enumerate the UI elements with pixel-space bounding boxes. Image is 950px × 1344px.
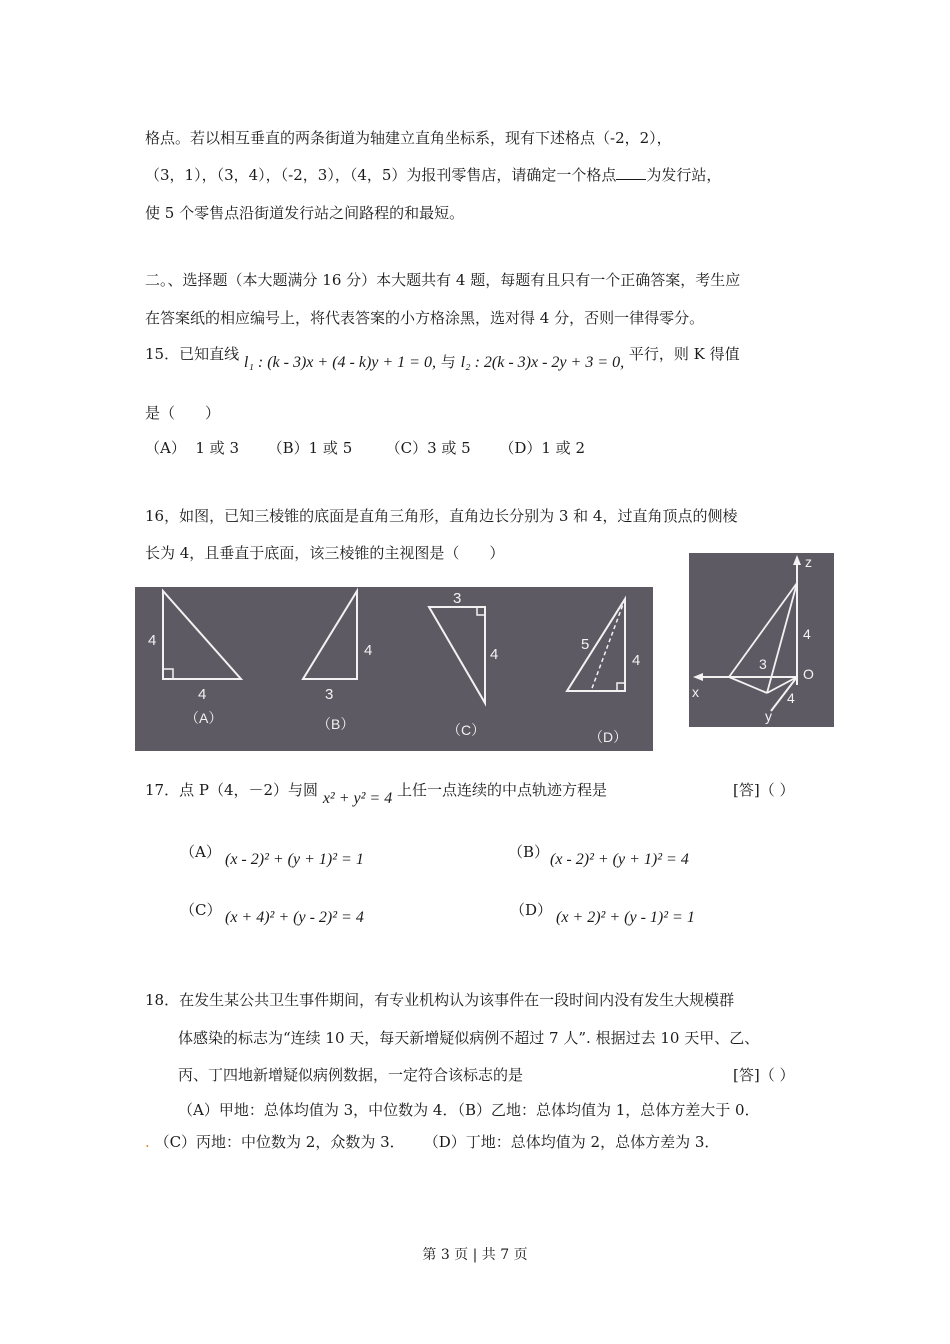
option-d-caption: （D） <box>589 729 628 745</box>
q17-option-d-formula: (x + 2)² + (y - 1)² = 1 <box>556 909 695 926</box>
q15-formula-2: l₂ : 2(k - 3)x - 2y + 3 = 0, <box>460 354 625 371</box>
q17-option-b-label: （B） <box>508 843 550 861</box>
text-line: 格点。若以相互垂直的两条街道为轴建立直角坐标系，现有下述格点（-2，2）， <box>145 129 672 147</box>
q17-lead: 17．点 P（4，－2）与圆 <box>145 781 319 799</box>
q15-options: （A） 1 或 3 （B）1 或 5 （C）3 或 5 （D）1 或 2 <box>145 439 585 457</box>
option-b-label-4: 4 <box>364 642 373 659</box>
answer-blank <box>616 165 646 180</box>
q16-options-photo <box>135 587 653 751</box>
q16-pyramid-photo <box>689 553 834 727</box>
option-b-triangle <box>303 591 357 679</box>
question-15 <box>145 344 740 371</box>
pyramid-label-3: 3 <box>759 656 767 672</box>
q17-option-c-label: （C） <box>180 901 222 919</box>
option-b-caption: （B） <box>317 716 355 732</box>
q15-lead: 15．已知直线 <box>145 345 240 363</box>
page-footer: 第 3 页 | 共 7 页 <box>422 1247 528 1263</box>
option-c-triangle <box>429 607 485 703</box>
q18-line-1: 18．在发生某公共卫生事件期间，有专业机构认为该事件在一段时间内没有发生大规模群 <box>145 991 735 1009</box>
pyramid-label-x: x <box>692 684 699 700</box>
q18-line-2: 体感染的标志为“连续 10 天，每天新增疑似病例不超过 7 人”. 根据过去 10 天甲、乙、 <box>178 1029 760 1047</box>
stray-mark: . <box>145 1133 150 1151</box>
text-line <box>145 165 721 185</box>
option-a-caption: （A） <box>185 710 223 726</box>
text-line: 使 5 个零售点沿街道发行站之间路程的和最短。 <box>145 204 465 222</box>
q17-option-a-formula: (x - 2)² + (y + 1)² = 1 <box>225 851 364 868</box>
q16-line-1: 16，如图，已知三棱锥的底面是直角三角形，直角边长分别为 3 和 4，过直角顶点的侧棱 <box>145 507 738 525</box>
text-line: 在答案纸的相应编号上，将代表答案的小方格涂黑，选对得 4 分，否则一律得零分。 <box>145 309 705 327</box>
q17-option-b-formula: (x - 2)² + (y + 1)² = 4 <box>550 851 689 868</box>
q18-options-ab: （A）甲地：总体均值为 3，中位数为 4．（B）乙地：总体均值为 1，总体方差大于 0． <box>178 1101 760 1119</box>
q18-line-3: 丙、丁四地新增疑似病例数据，一定符合该标志的是 <box>178 1066 524 1084</box>
q17-answer-bracket: [答]（ ） <box>733 781 795 799</box>
q15-mid: 与 <box>440 353 456 371</box>
q16-line-2: 长为 4，且垂直于底面，该三棱锥的主视图是（ ） <box>145 544 505 562</box>
pyramid-label-4-height: 4 <box>803 626 811 642</box>
option-d-label-5: 5 <box>581 636 590 653</box>
option-a-triangle <box>163 591 241 679</box>
question-17 <box>145 780 608 807</box>
q17-tail: 上任一点连续的中点轨迹方程是 <box>397 781 608 799</box>
option-c-caption: （C） <box>447 722 486 738</box>
pyramid-label-y: y <box>765 708 772 724</box>
q17-circle: x² + y² = 4 <box>322 790 393 807</box>
q17-option-d-label: （D） <box>510 901 553 919</box>
pyramid-label-4-base: 4 <box>787 690 795 706</box>
option-a-label-4b: 4 <box>198 686 207 703</box>
q17-option-c-formula: (x + 4)² + (y - 2)² = 4 <box>225 909 364 926</box>
q15-tail: 平行，则 K 得值 <box>628 345 740 363</box>
q15-line-2: 是（ ） <box>145 404 221 422</box>
option-d-triangle <box>567 599 625 691</box>
text-fragment: （3，1），（3，4），（-2，3），（4，5）为报刊零售店，请确定一个格点 <box>145 166 617 184</box>
pyramid-label-z: z <box>805 554 812 570</box>
q18-options-cd: （C）丙地：中位数为 2，众数为 3． （D）丁地：总体均值为 2，总体方差为 3． <box>154 1133 720 1151</box>
q18-answer-bracket: [答]（ ） <box>733 1066 795 1084</box>
q17-option-a-label: （A） <box>180 843 221 861</box>
option-c-label-4: 4 <box>490 646 499 663</box>
option-a-label-4: 4 <box>148 632 157 649</box>
section-heading: 二。、选择题（本大题满分 16 分）本大题共有 4 题，每题有且只有一个正确答案，考生应 <box>145 271 741 289</box>
option-d-label-4: 4 <box>632 652 641 669</box>
pyramid-label-o: O <box>803 666 814 682</box>
q18-options-cd-row <box>145 1132 719 1152</box>
text-fragment: 为发行站， <box>646 166 722 184</box>
option-c-label-3: 3 <box>453 590 462 607</box>
option-b-label-3: 3 <box>325 686 334 703</box>
q15-formula-1: l₁ : (k - 3)x + (4 - k)y + 1 = 0, <box>243 354 436 371</box>
